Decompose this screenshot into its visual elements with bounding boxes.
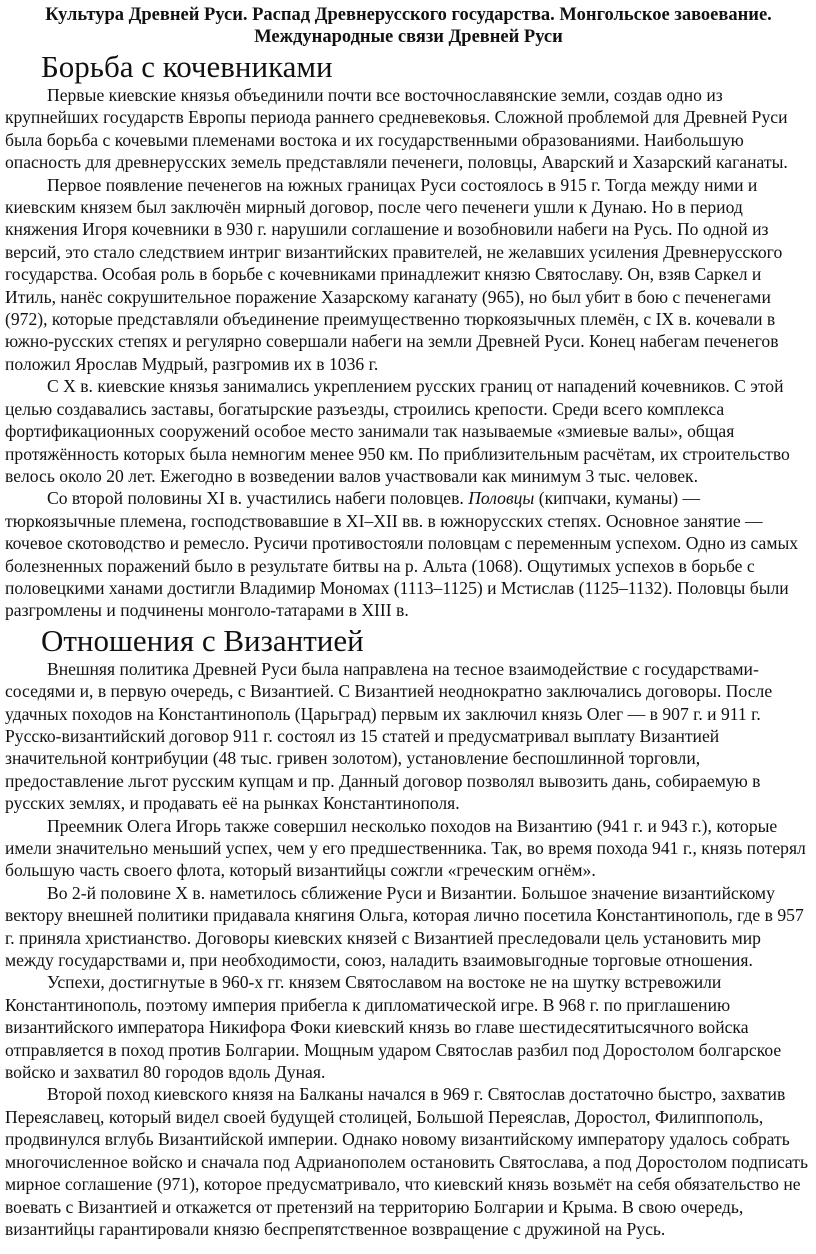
paragraph: Во 2-й половине X в. наметилось сближение Руси и Византии. Большое значение византийскому вектору внешней политики придавала княгиня Ольга, которая лично посетила Константинополь, где в 957 г. приняла христианство. Договоры киевских князей с Византией преследовали цель установить мир между государствами и, при необходимости, союз, наладить взаимовыгодные торговые отношения. — [5, 882, 804, 971]
section-heading-nomads: Борьба с кочевниками — [41, 49, 333, 84]
paragraph: Успехи, достигнутые в 960-х гг. князем Святославом на востоке не на шутку встревожили Константинополь, поэтому империя прибегла к дипломатической игре. В 968 г. по приглашению византийского императора Никифора Фоки киевский князь во главе шестидесятитысячного войска отправляется в поход против Болгарии. Мощным ударом Святослав разбил под Доростолом болгарское войско и захватил 80 городов вдоль Дуная. — [5, 972, 782, 1083]
paragraph: Первые киевские князья объединили почти все восточнославянские земли, создав одно из крупнейших государств Европы периода раннего средневековья. Сложной проблемой для Древней Руси была борьба с кочевыми племенами востока и их государственными образованиями. Наибольшую опасность для древнерусских земель представляли печенеги, половцы, Аварский и Хазарский каганаты. — [5, 85, 788, 173]
text: (кипчаки, куманы) — тюркоязычные племена, господствовавшие в XI–XII вв. в южнорусских степях. Основное занятие — кочевое скотоводство и ремесло. Русичи противостояли половцам с переменным успехом. Одно из самых болезненных поражений было в результате битвы на р. Альта (1068). Ощутимых успехов в борьбе с половецкими ханами достигли Владимир Мономах (1113–1125) и Мстислав (1125–1132). Половцы были разгромлены и подчинены монголо-татарами в XIII в. — [5, 488, 799, 621]
text: Со второй половины XI в. участились набеги половцев. — [47, 488, 469, 509]
paragraph: Внешняя политика Древней Руси была направлена на тесное взаимодействие с государствами-соседями и, в первую очередь, с Византией. С Византией неоднократно заключались договоры. После удачных походов на Константинополь (Царьград) первым их заключил князь Олег — в 907 г. и 911 г. Русско-византийский договор 911 г. состоял из 15 статей и предусматривал выплату Византией значительной контрибуции (48 тыс. гривен золотом), установление беспошлинной торговли, предоставление льгот русским купцам и пр. Данный договор позволял вывозить дань, собираемую в русских землях, и продавать её на рынках Константинополя. — [5, 658, 773, 814]
paragraph-polovtsy — [5, 487, 812, 621]
document-title: Культура Древней Руси. Распад Древнерусского государства. Монгольское завоевание. Международные связи Древней Руси — [45, 5, 772, 47]
italic-term: Половцы — [468, 488, 535, 509]
paragraph: Преемник Олега Игорь также совершил несколько походов на Византию (941 г. и 943 г.), которые имели значительно меньший успех, чем у его предшественника. Так, во время похода 941 г., князь потерял большую часть своего флота, который византийцы сожгли «греческим огнём». — [5, 815, 806, 881]
section-heading-byzantium: Отношения с Византией — [41, 622, 364, 658]
paragraph: С X в. киевские князья занимались укреплением русских границ от нападений кочевников. С этой целью создавались заставы, богатырские разъезды, строились крепости. Среди всего комплекса фортификационных сооружений особое место занимали так называемые «змиевые валы», общая протяжённость которых была немногим менее 950 км. По приблизительным расчётам, их строительство велось около 20 лет. Ежегодно в возведении валов участвовали как минимум 3 тыс. человек. — [5, 376, 790, 486]
paragraph: Второй поход киевского князя на Балканы начался в 969 г. Святослав достаточно быстро, захватив Переяславец, который видел своей будущей столицей, Большой Переяслав, Доростол, Филиппополь, продвинулся вглубь Византийской империи. Однако новому византийскому императору удалось собрать многочисленное войско и сначала под Адрианополем остановить Святослава, а под Доростолом подписать мирное соглашение (971), которое предусматривало, что киевский князь возьмёт на себя обязательство не воевать с Византией и откажется от претензий на территорию Болгарии и Крыма. В свою очередь, византийцы гарантировали князю беспрепятственное возвращение с дружиной на Русь. — [5, 1084, 808, 1239]
paragraph: Первое появление печенегов на южных границах Руси состоялось в 915 г. Тогда между ними и киевским князем был заключён мирный договор, после чего печенеги ушли к Дунаю. Но в период княжения Игоря кочевники в 930 г. нарушили соглашение и возобновили набеги на Русь. По одной из версий, это стало следствием интриг византийских правителей, не желавших усиления Древнерусского государства. Особая роль в борьбе с кочевниками принадлежит князю Святославу. Он, взяв Саркел и Итиль, нанёс сокрушительное поражение Хазарскому каганату (965), но был убит в бою с печенегами (972), которые представляли объединение преимущественно тюркоязычных племён, с IX в. кочевали в южно-русских степях и регулярно совершали набеги на земли Древней Руси. Конец набегам печенегов положил Ярослав Мудрый, разгромив их в 1036 г. — [5, 174, 783, 374]
